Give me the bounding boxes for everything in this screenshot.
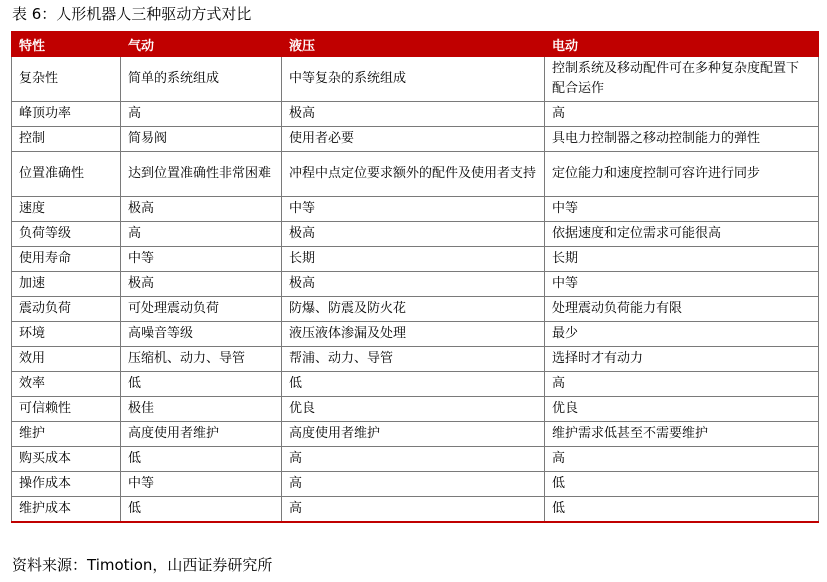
table-cell: 使用寿命 — [12, 247, 121, 272]
table-cell: 效率 — [12, 372, 121, 397]
table-cell: 达到位置准确性非常困难 — [121, 152, 282, 197]
table-row — [12, 272, 819, 297]
table-cell: 依据速度和定位需求可能很高 — [545, 222, 819, 247]
table-cell: 极高 — [121, 272, 282, 297]
table-cell: 优良 — [282, 397, 545, 422]
table-cell: 负荷等级 — [12, 222, 121, 247]
table-cell: 控制 — [12, 127, 121, 152]
table-cell: 低 — [545, 497, 819, 522]
table-row — [12, 397, 819, 422]
table-cell: 中等 — [545, 197, 819, 222]
table-row — [12, 127, 819, 152]
table-cell: 低 — [121, 497, 282, 522]
table-cell: 效用 — [12, 347, 121, 372]
table-cell: 极高 — [282, 102, 545, 127]
table-cell: 低 — [282, 372, 545, 397]
table-cell: 高 — [282, 447, 545, 472]
table-cell: 长期 — [282, 247, 545, 272]
table-cell: 中等 — [282, 197, 545, 222]
table-cell: 高 — [121, 102, 282, 127]
table-cell: 中等 — [121, 247, 282, 272]
table-cell: 最少 — [545, 322, 819, 347]
table-row — [12, 372, 819, 397]
table-row — [12, 497, 819, 522]
table-cell: 高 — [121, 222, 282, 247]
header-pneumatic: 气动 — [121, 32, 282, 57]
table-cell: 中等复杂的系统组成 — [282, 57, 545, 102]
table-row — [12, 422, 819, 447]
table-cell: 加速 — [12, 272, 121, 297]
table-row — [12, 347, 819, 372]
table-row — [12, 447, 819, 472]
header-electric: 电动 — [545, 32, 819, 57]
table-cell: 极高 — [121, 197, 282, 222]
table-cell: 帮浦、动力、导管 — [282, 347, 545, 372]
table-cell: 维护成本 — [12, 497, 121, 522]
table-row — [12, 152, 819, 197]
table-row — [12, 222, 819, 247]
table-cell: 高 — [545, 372, 819, 397]
table-cell: 环境 — [12, 322, 121, 347]
table-cell: 定位能力和速度控制可容许进行同步 — [545, 152, 819, 197]
table-cell: 维护需求低甚至不需要维护 — [545, 422, 819, 447]
table-cell: 高噪音等级 — [121, 322, 282, 347]
source-note: 资料来源：Timotion，山西证券研究所 — [12, 556, 273, 574]
table-row — [12, 197, 819, 222]
table-cell: 操作成本 — [12, 472, 121, 497]
table-cell: 位置准确性 — [12, 152, 121, 197]
table-cell: 可信赖性 — [12, 397, 121, 422]
table-row — [12, 102, 819, 127]
table-cell: 高 — [282, 497, 545, 522]
table-cell: 冲程中点定位要求额外的配件及使用者支持 — [282, 152, 545, 197]
table-cell: 峰顶功率 — [12, 102, 121, 127]
table-row — [12, 297, 819, 322]
table-cell: 速度 — [12, 197, 121, 222]
table-cell: 高度使用者维护 — [121, 422, 282, 447]
table-cell: 低 — [121, 447, 282, 472]
table-cell: 使用者必要 — [282, 127, 545, 152]
table-cell: 简易阀 — [121, 127, 282, 152]
table-cell: 高 — [282, 472, 545, 497]
table-cell: 压缩机、动力、导管 — [121, 347, 282, 372]
table-cell: 液压液体渗漏及处理 — [282, 322, 545, 347]
table-cell: 高 — [545, 447, 819, 472]
table-cell: 控制系统及移动配件可在多种复杂度配置下配合运作 — [545, 57, 819, 102]
table-cell: 震动负荷 — [12, 297, 121, 322]
table-row — [12, 247, 819, 272]
table-cell: 维护 — [12, 422, 121, 447]
table-cell: 中等 — [545, 272, 819, 297]
table-cell: 低 — [121, 372, 282, 397]
table-cell: 处理震动负荷能力有限 — [545, 297, 819, 322]
table-cell: 极佳 — [121, 397, 282, 422]
table-row — [12, 57, 819, 102]
table-caption: 表 6：人形机器人三种驱动方式对比 — [12, 5, 252, 23]
table-cell: 极高 — [282, 222, 545, 247]
table-header-row — [12, 32, 819, 57]
table-cell: 长期 — [545, 247, 819, 272]
header-hydraulic: 液压 — [282, 32, 545, 57]
table-cell: 极高 — [282, 272, 545, 297]
table-cell: 购买成本 — [12, 447, 121, 472]
table-cell: 优良 — [545, 397, 819, 422]
table-cell: 中等 — [121, 472, 282, 497]
table-cell: 可处理震动负荷 — [121, 297, 282, 322]
table-cell: 高 — [545, 102, 819, 127]
table-row — [12, 322, 819, 347]
table-cell: 复杂性 — [12, 57, 121, 102]
table-cell: 简单的系统组成 — [121, 57, 282, 102]
table-cell: 具电力控制器之移动控制能力的弹性 — [545, 127, 819, 152]
comparison-table — [11, 31, 819, 523]
table-cell: 高度使用者维护 — [282, 422, 545, 447]
table-cell: 选择时才有动力 — [545, 347, 819, 372]
table-row — [12, 472, 819, 497]
header-feature: 特性 — [12, 32, 121, 57]
table-cell: 防爆、防震及防火花 — [282, 297, 545, 322]
table-cell: 低 — [545, 472, 819, 497]
